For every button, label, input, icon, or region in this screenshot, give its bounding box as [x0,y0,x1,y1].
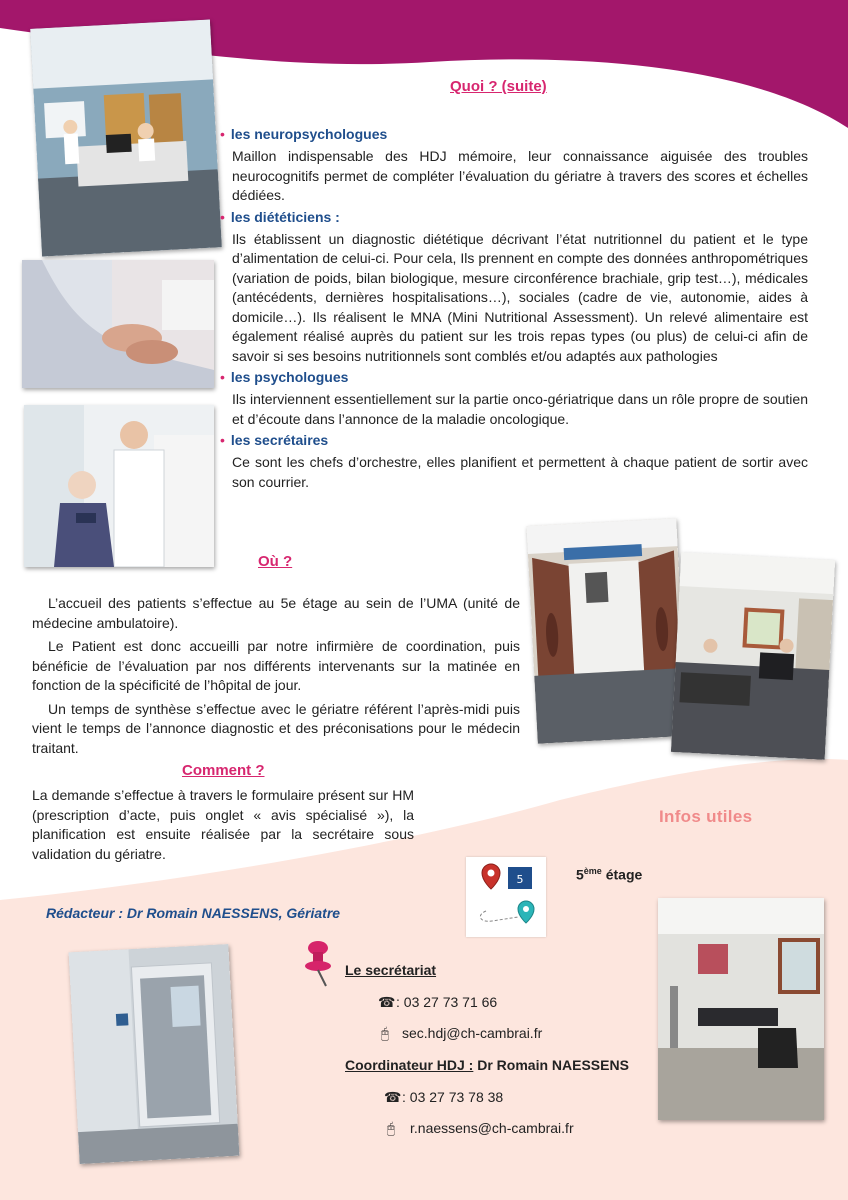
secretariat-phone[interactable]: : 03 27 73 71 66 [396,994,498,1010]
phone-icon: ☎ [384,1089,402,1105]
secretariat-email[interactable]: sec.hdj@ch-cambrai.fr [402,1025,543,1041]
map-icon [466,857,546,937]
infos-title: Infos utiles [659,807,753,826]
ou-paragraph: L’accueil des patients s’effectue au 5e étage au sein de l’UMA (unité de médecine ambulatoire). [32,595,520,631]
bullet-icon: • [220,432,225,448]
item-title: les neuropsychologues [230,126,388,142]
secretariat-label: Le secrétariat [345,962,437,978]
ou-paragraph: Un temps de synthèse s’effectue avec le gériatre référent l’après-midi puis vient le temps de l’annonce diagnostic et des préconisations pour le médecin traitant. [32,700,520,756]
secretariat-email-line [378,1025,542,1042]
item-title: les diététiciens : [230,208,340,225]
ou-paragraph: Le Patient est donc accueilli par notre infirmière de coordination, puis bénéficie de l’évaluation par nos différents intervenants sur la matinée en fonction de la spécificité de l’hôpital de jour. [32,638,520,693]
pushpin-icon [300,938,336,988]
bullet-icon: • [220,208,225,225]
coordinator-phone[interactable]: : 03 27 73 78 38 [402,1089,504,1105]
corridor-door-photo [69,944,240,1164]
floor-sup: ème [583,866,602,876]
floor-word: étage [605,866,643,883]
office-photo-top [30,19,222,256]
mouse-icon: 🖰 [380,1025,390,1041]
item-title: les psychologues [230,369,349,385]
coordinator-email[interactable]: r.naessens@ch-cambrai.fr [410,1120,574,1136]
nurse-hands-photo [22,260,214,388]
floor-number: 5 [576,866,584,883]
ou-section [32,594,520,758]
secretary-office-photo [671,552,835,760]
coordinator-phone-line [384,1089,503,1106]
phone-icon: ☎ [378,994,396,1010]
coordinator-label: Coordinateur HDJ : [345,1057,474,1073]
item-title: les secrétaires [230,432,329,448]
list-item [220,369,808,387]
item-text: Ils établissent un diagnostic diététique décrivant l’état nutritionnel du patient et le type d’alimentation de celui-ci. Pour cela, Ils prennent en compte des données anthropométriques (variation de poids, bilan biologique, mesure circonférence brachiale, grip test…), médicales (antécédents, dernières hospitalisations…), sociales (cadre de vie, autonomie, aides à domicile…). Ils réalisent le MNA (Mini Nutritional Assessment). Un relevé alimentaire est également réalisé auprès du patient sur les trois repas types (ou plus) de celui-ci afin de savoir si ses besoins nutritionnels sont comblés et/ou adaptés aux pathologies [232,230,808,364]
quoi-heading: Quoi ? (suite) [450,78,547,95]
coordinator-name: Dr Romain NAESSENS [477,1057,629,1073]
mouse-icon: 🖰 [386,1120,396,1136]
coordinator-line [345,1057,629,1073]
list-item [220,126,808,144]
comment-heading: Comment ? [182,762,265,779]
consultation-room-photo [658,898,824,1120]
list-item [220,209,808,227]
item-text: Ils interviennent essentiellement sur la partie onco-gériatrique dans un rôle propre de soutien et d’écoute dans l’annonce de la maladie oncologique. [232,391,808,427]
coordinator-email-line [384,1120,574,1137]
bullet-icon: • [220,369,225,385]
comment-text: La demande s’effectue à travers le formulaire présent sur HM (prescription d’acte, puis onglet « avis spécialisé »), la planification est ensuite réalisée par la secrétaire sous validation du gériatre. [32,787,414,862]
hospital-entrance-photo [526,518,687,744]
item-text: Maillon indispensable des HDJ mémoire, leur connaissance aiguisée des troubles neurocognitifs permet de compléter l’évaluation du gériatre à travers des scores et échelles dédiées. [232,148,808,203]
caregiver-with-patient-photo [24,405,214,567]
quoi-list [220,126,808,492]
secretariat-phone-line [378,994,497,1011]
list-item [220,432,808,450]
ou-heading: Où ? [258,553,293,570]
bullet-icon: • [220,126,225,142]
map-badge-number: 5 [516,873,524,886]
author-line: Rédacteur : Dr Romain NAESSENS, Gériatre [46,905,341,921]
item-text: Ce sont les chefs d’orchestre, elles planifient et permettent à chaque patient de sortir avec son courrier. [232,454,808,490]
floor-info [576,866,642,883]
